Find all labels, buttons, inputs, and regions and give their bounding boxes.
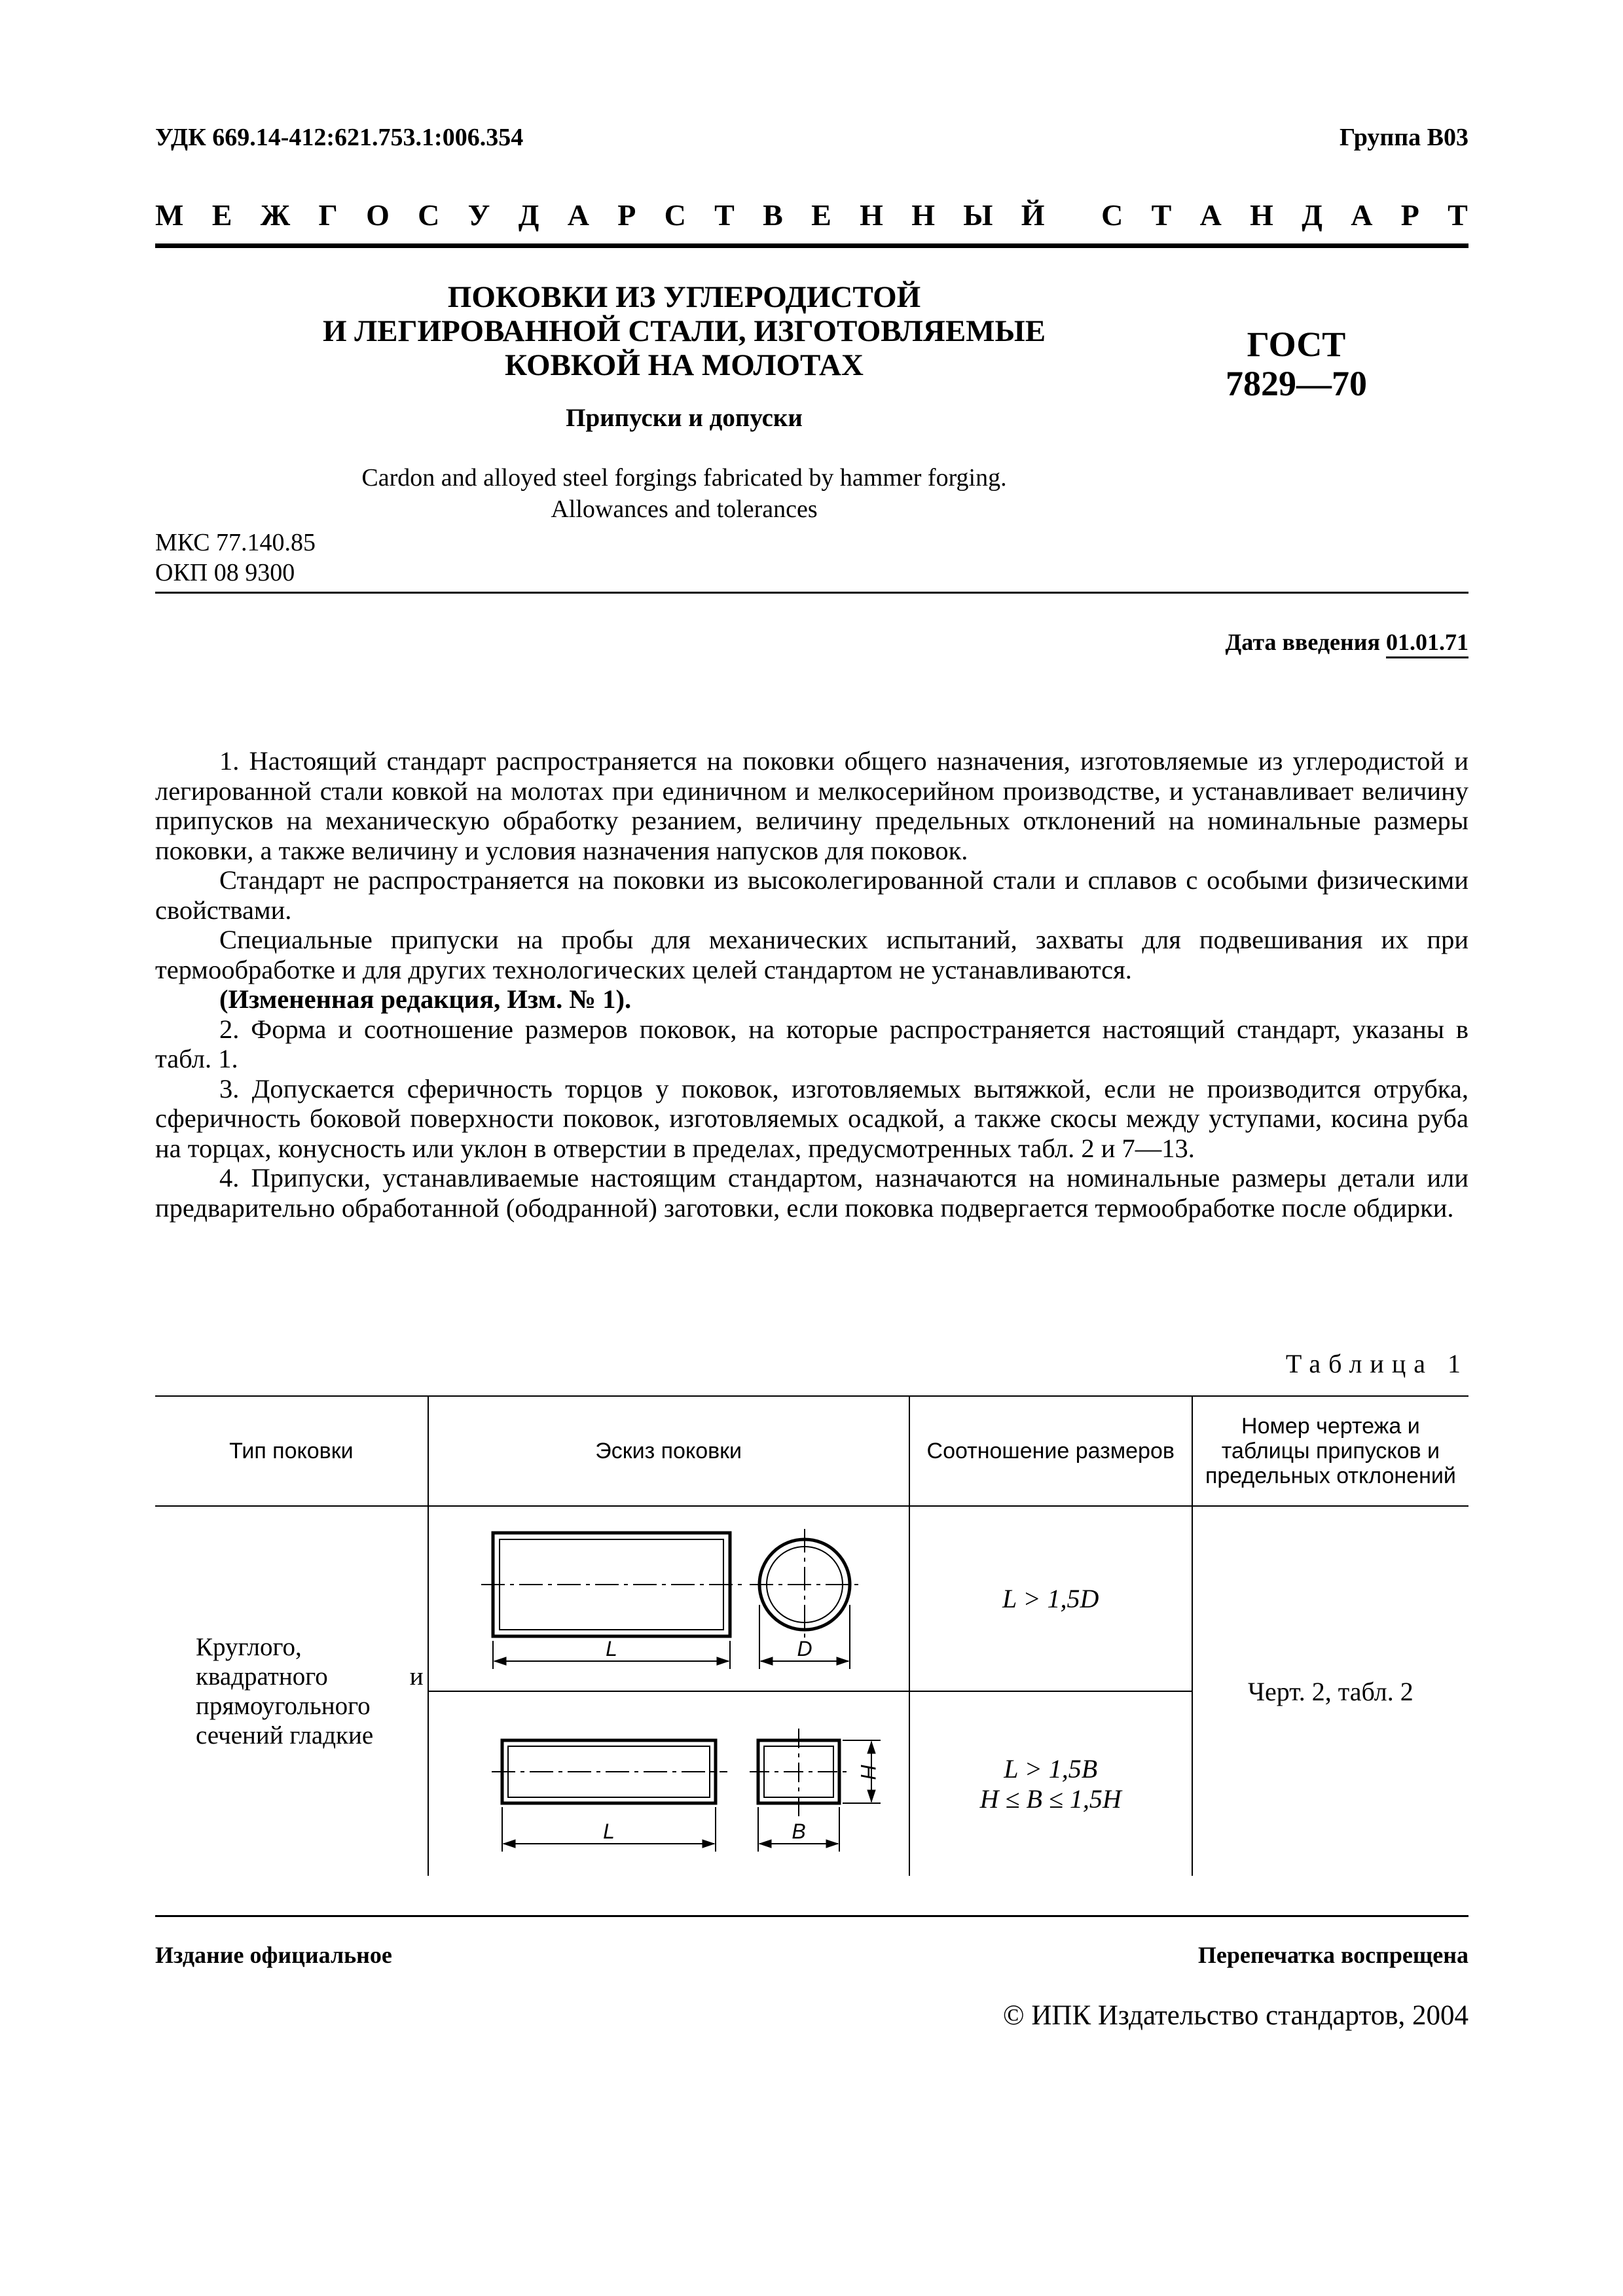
heading-letter: О (366, 198, 390, 232)
paragraph-1: 1. Настоящий стандарт распространяется на поковки общего назначения, изготовляемые из углеродистой и легированной стали ковкой на молотах при единичном и мелкосерийном производстве, и устанавливает величину припусков на механическую обработку резанием, величину предельных отклонений на номинальные размеры поковки, а также величину и условия назначения напусков для поковок. (155, 746, 1468, 865)
table-1 (155, 1395, 1468, 1876)
forging-type-cell: Круглого, квадратного и прямоугольного сечений гладкие (155, 1506, 428, 1876)
group-code: Группа В03 (1339, 124, 1468, 151)
paragraph-4: 2. Форма и соотношение размеров поковок, на которые распространяется настоящий стандарт, указаны в табл. 1. (155, 1014, 1468, 1073)
heading-letter: Й (1021, 198, 1045, 232)
reprint-prohibited: Перепечатка воспрещена (1197, 1942, 1468, 1968)
heading-letter: А (1351, 198, 1373, 232)
okp-code: ОКП 08 9300 (155, 559, 295, 586)
date-value: 01.01.71 (1386, 629, 1468, 658)
table-caption: Таблица 1 (1285, 1349, 1468, 1378)
heading-letter: М (155, 198, 184, 232)
heading-letter: Ж (260, 198, 291, 232)
reference-cell: Черт. 2, табл. 2 (1248, 1676, 1413, 1706)
heading-letter: Д (1302, 198, 1322, 232)
heading-letter: Н (911, 198, 935, 232)
ratio-rect-line-1: L > 1,5B (1004, 1753, 1098, 1784)
title-line-2: И ЛЕГИРОВАННОЙ СТАЛИ, ИЗГОТОВЛЯЕМЫЕ (322, 314, 1046, 348)
date-label: Дата введения (1225, 629, 1380, 655)
rect-forging-sketch (429, 1692, 909, 1873)
document-title (249, 280, 1120, 382)
document-subtitle: Припуски и допуски (566, 404, 803, 432)
dim-label-d: D (797, 1637, 812, 1660)
paragraph-2: Стандарт не распространяется на поковки из высоколегированной стали и сплавов с особыми физическими свойствами. (155, 865, 1468, 925)
gost-label: ГОСТ (1247, 325, 1346, 364)
heading-letter: Е (811, 198, 831, 232)
ratio-rect (909, 1691, 1192, 1876)
heading-letter: Т (1448, 198, 1468, 232)
title-line-1: ПОКОВКИ ИЗ УГЛЕРОДИСТОЙ (447, 280, 921, 314)
heading-letter: С (1101, 198, 1123, 232)
official-edition: Издание официальное (155, 1942, 392, 1968)
body-text (155, 746, 1468, 1223)
round-forging-sketch (429, 1507, 909, 1687)
heading-letter: Е (211, 198, 232, 232)
heading-letter: У (467, 198, 490, 232)
amendment-note: (Измененная редакция, Изм. № 1). (219, 984, 632, 1014)
dim-label-b: B (792, 1820, 806, 1843)
title-line-3: КОВКОЙ НА МОЛОТАХ (505, 348, 864, 382)
heading-letter: Н (860, 198, 883, 232)
paragraph-6: 4. Припуски, устанавливаемые настоящим стандартом, назначаются на номинальные размеры детали или предварительно обработанной (ободранной) заготовки, если поковка подвергается термообработке после обдирки. (155, 1163, 1468, 1223)
english-title-line-2: Allowances and tolerances (551, 495, 818, 523)
paragraph-5: 3. Допускается сферичность торцов у поковок, изготовляемых вытяжкой, если не производится отрубка, сферичность боковой поверхности поковок, изготовляемых осадкой, а также скосы между уступами, косина руба на торцах, конусность или уклон в отверстии в пределах, предусмотренных табл. 2 и 7—13. (155, 1073, 1468, 1163)
heading-letter: С (418, 198, 440, 232)
header-type: Тип поковки (155, 1396, 428, 1506)
header-reference: Номер чертежа и таблицы припусков и предельных отклонений (1192, 1396, 1468, 1506)
title-block-rule (155, 592, 1468, 594)
dim-label-l: L (605, 1637, 617, 1660)
heading-letter: Р (617, 198, 636, 232)
introduction-date (1226, 628, 1469, 656)
heading-letter: Г (318, 198, 338, 232)
sketch-round (428, 1506, 909, 1691)
heading-letter: Н (1250, 198, 1273, 232)
table-row (155, 1506, 1468, 1691)
header-rule (155, 243, 1468, 248)
footer-rule (155, 1915, 1468, 1917)
paragraph-3: Специальные припуски на пробы для механических испытаний, захваты для подвешивания их при термообработке и для других технологических целей стандартом не устанавливаются. (155, 925, 1468, 984)
english-title (249, 462, 1120, 525)
heading-letter: А (567, 198, 589, 232)
heading-letter: Д (518, 198, 539, 232)
heading-letter: Т (1151, 198, 1172, 232)
heading-letter: В (763, 198, 783, 232)
dim-label-h: H (856, 1764, 880, 1780)
gost-number: 7829—70 (1226, 364, 1367, 403)
heading-letter: А (1199, 198, 1222, 232)
ratio-rect-line-2: H ≤ B ≤ 1,5H (979, 1784, 1122, 1814)
header-sketch: Эскиз поковки (428, 1396, 909, 1506)
dim-label-l-rect: L (602, 1820, 615, 1843)
heading-letter: С (664, 198, 686, 232)
classification-codes (155, 528, 316, 588)
udk-code: УДК 669.14-412:621.753.1:006.354 (155, 124, 524, 151)
english-title-line-1: Cardon and alloyed steel forgings fabricated by hammer forging. (361, 464, 1007, 492)
mks-code: МКС 77.140.85 (155, 529, 316, 556)
ratio-round: L > 1,5D (909, 1506, 1192, 1691)
heading-letter: Ы (963, 198, 993, 232)
heading-letter: Р (1400, 198, 1419, 232)
interstate-standard-heading (155, 198, 1468, 232)
heading-letter: Т (714, 198, 735, 232)
header-ratio: Соотношение размеров (909, 1396, 1192, 1506)
sketch-rect (428, 1691, 909, 1876)
copyright: © ИПК Издательство стандартов, 2004 (1002, 2000, 1468, 2031)
gost-designation (1178, 325, 1414, 403)
table-header-row (155, 1396, 1468, 1506)
